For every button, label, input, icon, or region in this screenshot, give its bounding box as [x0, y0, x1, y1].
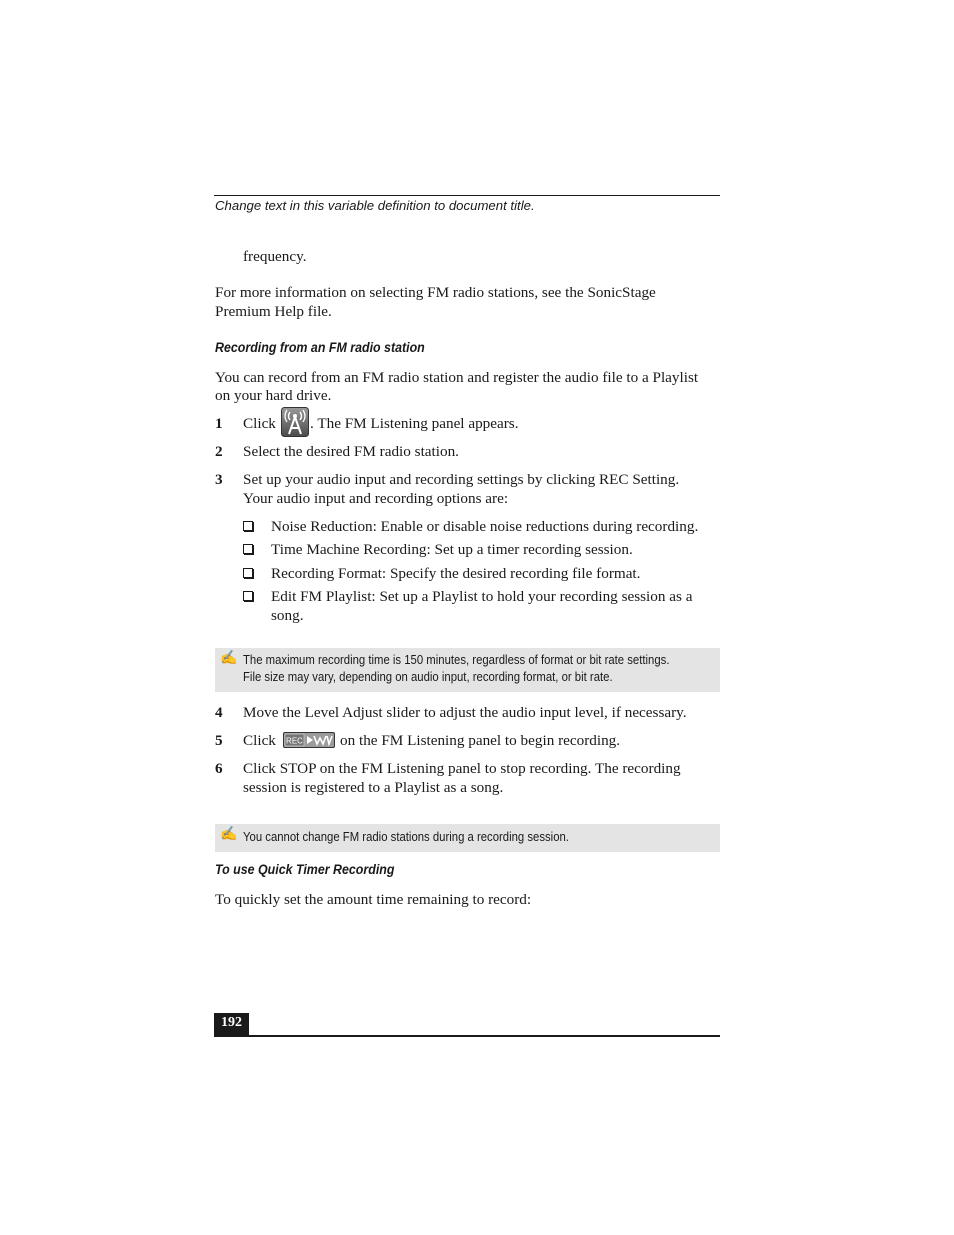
step-number: 2: [215, 443, 223, 460]
intro-line-2: on your hard drive.: [215, 387, 332, 404]
step-number: 3: [215, 471, 223, 488]
step-1-text: . The FM Listening panel appears.: [310, 415, 519, 432]
step-number: 4: [215, 704, 223, 721]
checkbox-bullet-icon: [243, 521, 253, 531]
option-time-machine: Time Machine Recording: Set up a timer recording session.: [271, 541, 633, 558]
more-info-line-1: For more information on selecting FM radio stations, see the SonicStage: [215, 284, 656, 301]
continuation-text: frequency.: [243, 248, 307, 265]
step-number: 1: [215, 415, 223, 432]
option-recording-format: Recording Format: Specify the desired recording file format.: [271, 565, 641, 582]
step-5-click-label: Click: [243, 732, 276, 749]
intro-line-1: You can record from an FM radio station and register the audio file to a Playlist: [215, 369, 699, 386]
step-5-text: on the FM Listening panel to begin recording.: [340, 732, 621, 749]
page-number: 192: [221, 1015, 242, 1030]
rec-button-icon[interactable]: [283, 732, 335, 748]
step-4-text: Move the Level Adjust slider to adjust the audio input level, if necessary.: [243, 704, 687, 721]
fm-radio-antenna-icon[interactable]: [281, 407, 309, 437]
note-pencil-icon: ✍: [220, 651, 238, 666]
checkbox-bullet-icon: [243, 544, 253, 554]
step-1-click-label: Click: [243, 415, 276, 432]
step-6-line-1: Click STOP on the FM Listening panel to stop recording. The recording: [243, 760, 681, 777]
footer-rule: [214, 1035, 720, 1037]
step-number: 5: [215, 732, 223, 749]
option-edit-playlist-line-1: Edit FM Playlist: Set up a Playlist to hold your recording session as a: [271, 588, 693, 605]
running-header: Change text in this variable definition to document title.: [215, 198, 535, 213]
note-1-line-2: File size may vary, depending on audio input, recording format, or bit rate.: [243, 670, 613, 684]
checkbox-bullet-icon: [243, 591, 253, 601]
section-heading-quick-timer: To use Quick Timer Recording: [215, 862, 395, 877]
svg-text:REC: REC: [286, 736, 303, 746]
section-heading-recording: Recording from an FM radio station: [215, 340, 425, 355]
option-noise-reduction: Noise Reduction: Enable or disable noise reductions during recording.: [271, 518, 699, 535]
note-pencil-icon: ✍: [220, 827, 238, 842]
step-3-line-2: Your audio input and recording options are:: [243, 490, 509, 507]
header-rule: [214, 195, 720, 196]
step-number: 6: [215, 760, 223, 777]
option-edit-playlist-line-2: song.: [271, 607, 304, 624]
step-6-line-2: session is registered to a Playlist as a song.: [243, 779, 504, 796]
step-3-line-1: Set up your audio input and recording settings by clicking REC Setting.: [243, 471, 680, 488]
note-2-text: You cannot change FM radio stations during a recording session.: [243, 830, 569, 844]
checkbox-bullet-icon: [243, 568, 253, 578]
more-info-line-2: Premium Help file.: [215, 303, 332, 320]
section-2-intro: To quickly set the amount time remaining to record:: [215, 891, 532, 908]
note-1-line-1: The maximum recording time is 150 minutes, regardless of format or bit rate settings.: [243, 653, 670, 667]
step-2-text: Select the desired FM radio station.: [243, 443, 459, 460]
